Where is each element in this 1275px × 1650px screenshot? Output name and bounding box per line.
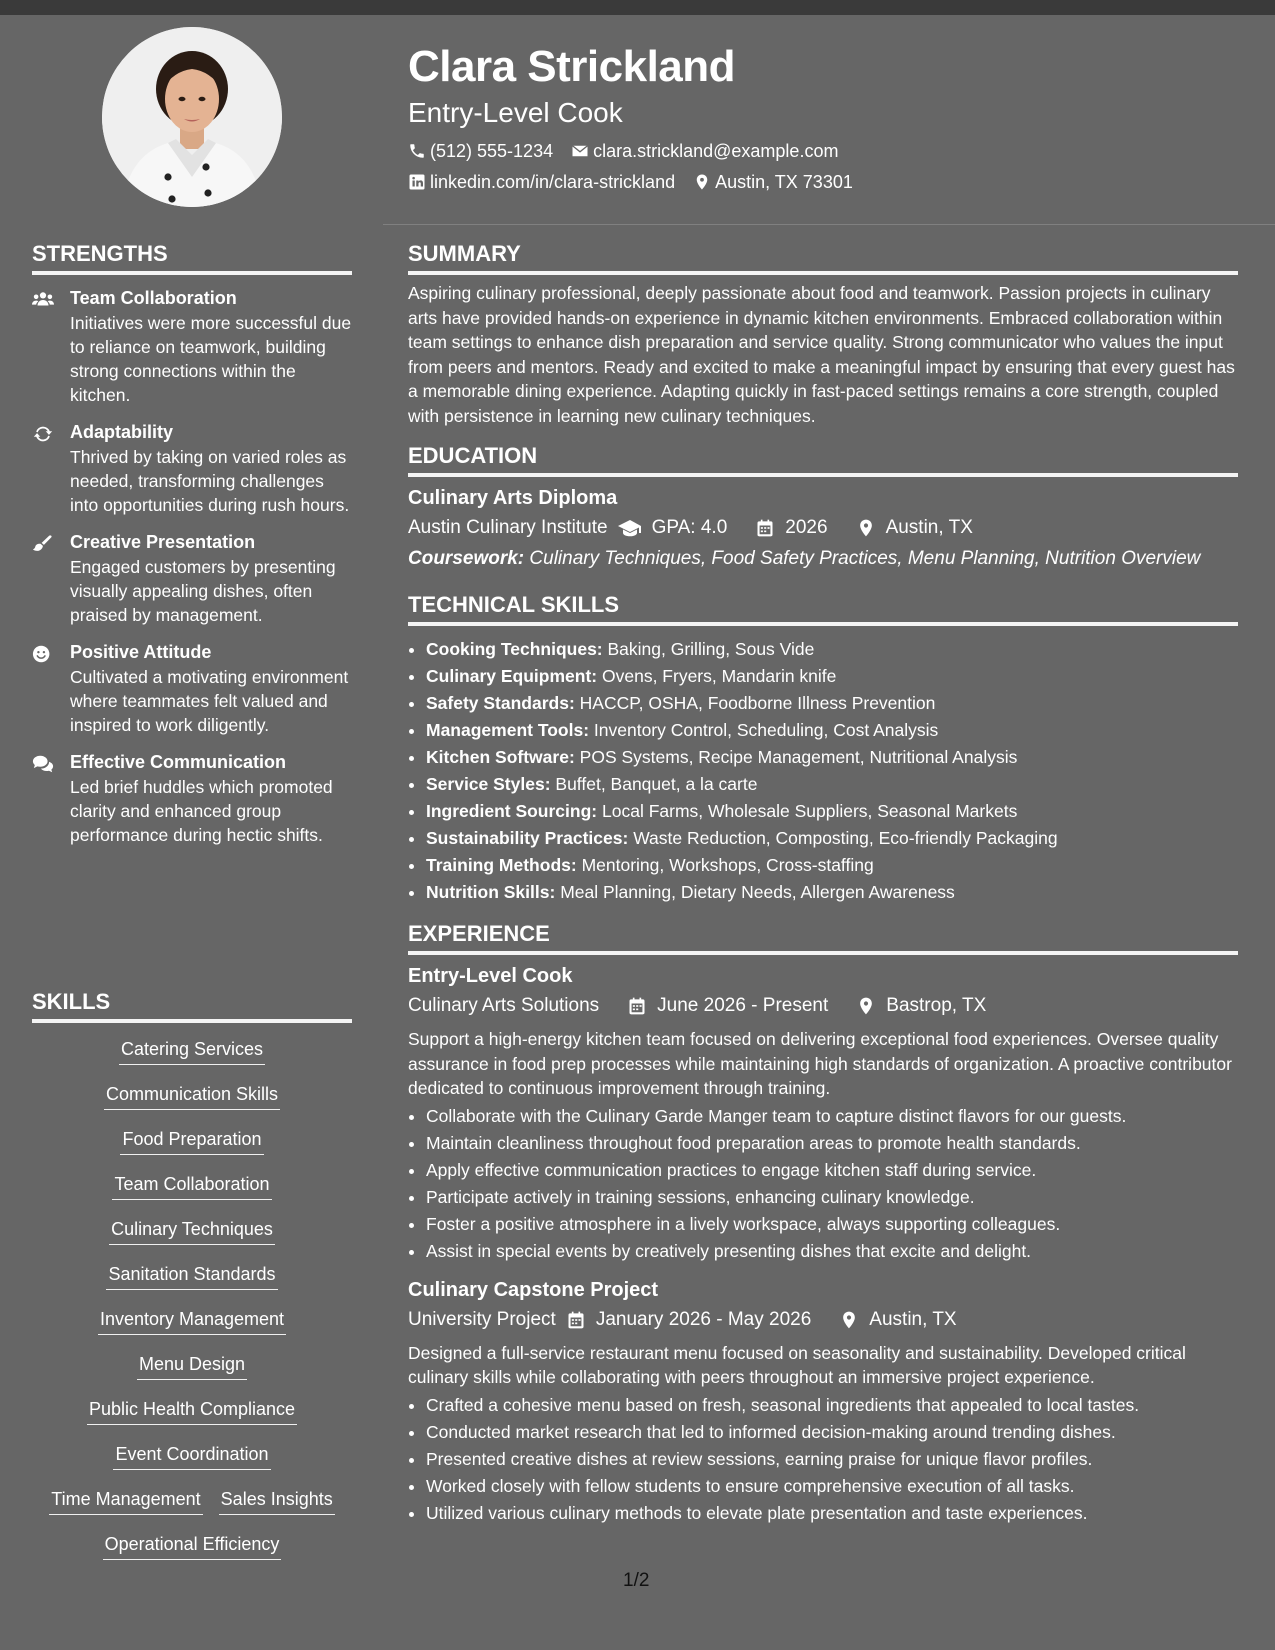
list-item: • Collaborate with the Culinary Garde Manger team to capture distinct flavors for our guests.: [426, 1103, 1238, 1130]
strength-title: Team Collaboration: [70, 288, 237, 308]
strength-desc: Cultivated a motivating environment where teammates felt valued and inspired to work diligently.: [70, 667, 349, 735]
gpa-text: GPA: 4.0: [651, 517, 728, 538]
calendar-icon: [627, 996, 647, 1016]
strength-title: Effective Communication: [70, 752, 287, 772]
phone-contact[interactable]: [408, 140, 553, 162]
list-item: • Foster a positive atmosphere in a lively workspace, always supporting colleagues.: [426, 1211, 1238, 1238]
strength-item: [32, 421, 352, 517]
candidate-role: Entry-Level Cook: [408, 97, 623, 128]
technical-skills-list: [408, 636, 1238, 906]
education-meta: [408, 515, 1238, 541]
chef-portrait-icon: [102, 27, 282, 207]
summary-rule: [408, 271, 1238, 275]
list-item: • Crafted a cohesive menu based on fresh, seasonal ingredients that appealed to local tastes.: [426, 1392, 1238, 1419]
strength-title: Positive Attitude: [70, 642, 212, 662]
calendar-icon: [755, 518, 775, 538]
top-bar: [0, 0, 1275, 15]
education-year: 2026: [785, 517, 828, 538]
skill-tag: Event Coordination: [113, 1442, 270, 1470]
list-item: • Training Methods: Mentoring, Workshops, Cross-staffing: [426, 852, 1238, 879]
smile-icon: [32, 644, 54, 664]
skill-tag: Public Health Compliance: [87, 1397, 297, 1425]
experience-title: EXPERIENCE: [408, 921, 550, 946]
skill-tag: Culinary Techniques: [109, 1217, 275, 1245]
job-meta: [408, 993, 1238, 1019]
location-contact: [693, 171, 853, 193]
skill-tag-list: [32, 1037, 352, 1577]
strength-desc: Led brief huddles which promoted clarity and enhanced group performance during hectic shifts.: [70, 777, 333, 845]
summary-title: SUMMARY: [408, 241, 521, 266]
school-name: Austin Culinary Institute: [408, 517, 608, 538]
list-item: • Sustainability Practices: Waste Reduction, Composting, Eco-friendly Packaging: [426, 825, 1238, 852]
list-item: • Kitchen Software: POS Systems, Recipe Management, Nutritional Analysis: [426, 744, 1238, 771]
list-item: • Maintain cleanliness throughout food preparation areas to promote health standards.: [426, 1130, 1238, 1157]
skills-section: [32, 988, 352, 1577]
list-item: • Participate actively in training sessions, enhancing culinary knowledge.: [426, 1184, 1238, 1211]
job-description: Designed a full-service restaurant menu focused on seasonality and sustainability. Developed critical culinary skills while collaborating with peers throughout an immersive project experience.: [408, 1342, 1186, 1387]
summary-text: Aspiring culinary professional, deeply passionate about food and teamwork. Passion projects in culinary arts have provided hands-on experience in dynamic kitchen environments. Embraced collaboration within team settings to enhance dish preparation and service quality. Strong communicator who values the input from peers and mentors. Ready and excited to make a meaningful impact by ensuring that every guest has a memorable dining experience. Adapting quickly in fast-paced settings remains a core strength, coupled with persistence in learning new culinary techniques.: [408, 283, 1235, 426]
job-bullets: [408, 1103, 1238, 1265]
location-text: Austin, TX 73301: [715, 172, 853, 192]
contact-row-2: [408, 171, 1238, 193]
coursework-list: Culinary Techniques, Food Safety Practices, Menu Planning, Nutrition Overview: [529, 548, 1201, 569]
strength-item: [32, 641, 352, 737]
phone-icon: [408, 142, 426, 160]
strengths-rule: [32, 271, 352, 275]
strength-desc: Thrived by taking on varied roles as needed, transforming challenges into opportunities during rush hours.: [70, 447, 350, 515]
list-item: • Nutrition Skills: Meal Planning, Dietary Needs, Allergen Awareness: [426, 879, 1238, 906]
linkedin-text: linkedin.com/in/clara-strickland: [430, 172, 676, 192]
technical-skills-rule: [408, 622, 1238, 626]
job-location: Austin, TX: [869, 1308, 957, 1330]
job-title: Entry-Level Cook: [408, 965, 573, 987]
list-item: • Worked closely with fellow students to ensure comprehensive execution of all tasks.: [426, 1473, 1238, 1500]
coursework-label: Coursework:: [408, 548, 525, 569]
calendar-icon: [566, 1310, 586, 1330]
candidate-name: Clara Strickland: [408, 42, 736, 91]
list-item: • Assist in special events by creatively presenting dishes that excite and delight.: [426, 1238, 1238, 1265]
strength-desc: Initiatives were more successful due to reliance on teamwork, building strong connections within the kitchen.: [70, 313, 352, 405]
skills-title: SKILLS: [32, 989, 111, 1014]
list-item: • Management Tools: Inventory Control, Scheduling, Cost Analysis: [426, 717, 1238, 744]
main-column: [408, 240, 1238, 1527]
list-item: • Cooking Techniques: Baking, Grilling, Sous Vide: [426, 636, 1238, 663]
skill-tag: Menu Design: [137, 1352, 247, 1380]
strengths-title: STRENGTHS: [32, 241, 168, 266]
phone-text: (512) 555-1234: [430, 141, 554, 161]
job-org: University Project: [408, 1308, 556, 1330]
job-description: Support a high-energy kitchen team focused on delivering exceptional food experiences. Oversee quality assurance in food prep processes while maintaining high standards of organization. A proactive contributor dedicated to continuous improvement through training.: [408, 1029, 1232, 1098]
comments-icon: [32, 754, 54, 774]
linkedin-contact[interactable]: [408, 171, 675, 193]
header: [408, 40, 1238, 193]
skill-tag: Operational Efficiency: [103, 1532, 282, 1560]
contact-row-1: [408, 140, 1238, 162]
strength-item: [32, 287, 352, 407]
page-number: 1/2: [623, 1570, 650, 1591]
strength-item: [32, 751, 352, 847]
brush-icon: [32, 534, 54, 554]
strength-title: Adaptability: [70, 422, 174, 442]
skill-tag: Inventory Management: [98, 1307, 286, 1335]
map-pin-icon: [839, 1310, 859, 1330]
job-meta: [408, 1307, 1238, 1333]
strength-title: Creative Presentation: [70, 532, 256, 552]
map-pin-icon: [693, 173, 711, 191]
skill-tag: Catering Services: [119, 1037, 265, 1065]
job-dates: January 2026 - May 2026: [595, 1308, 812, 1330]
coursework: [408, 547, 1238, 571]
list-item: • Service Styles: Buffet, Banquet, a la carte: [426, 771, 1238, 798]
job-org: Culinary Arts Solutions: [408, 995, 600, 1016]
map-pin-icon: [856, 518, 876, 538]
users-icon: [32, 290, 54, 310]
strengths-section: [32, 240, 352, 847]
list-item: • Ingredient Sourcing: Local Farms, Wholesale Suppliers, Seasonal Markets: [426, 798, 1238, 825]
job-bullets: [408, 1392, 1238, 1527]
skill-tag: Sanitation Standards: [106, 1262, 277, 1290]
linkedin-icon: [408, 173, 426, 191]
refresh-icon: [32, 424, 54, 444]
skill-tag: Time Management: [49, 1487, 202, 1515]
list-item: • Apply effective communication practices to engage kitchen staff during service.: [426, 1157, 1238, 1184]
skill-tag: Team Collaboration: [112, 1172, 271, 1200]
education-location: Austin, TX: [885, 517, 973, 538]
technical-skills-title: TECHNICAL SKILLS: [408, 592, 620, 617]
education-title: EDUCATION: [408, 443, 538, 468]
header-divider: [383, 224, 1275, 225]
list-item: • Utilized various culinary methods to elevate plate presentation and taste experiences.: [426, 1500, 1238, 1527]
skills-rule: [32, 1019, 352, 1023]
email-text: clara.strickland@example.com: [593, 141, 839, 161]
map-pin-icon: [856, 996, 876, 1016]
education-rule: [408, 473, 1238, 477]
skill-tag: Sales Insights: [219, 1487, 335, 1515]
degree-title: Culinary Arts Diploma: [408, 487, 618, 509]
graduation-cap-icon: [618, 518, 642, 538]
experience-rule: [408, 951, 1238, 955]
profile-photo: [102, 27, 282, 207]
skill-tag: Communication Skills: [104, 1082, 280, 1110]
strength-item: [32, 531, 352, 627]
job-dates: June 2026 - Present: [657, 995, 829, 1016]
list-item: • Presented creative dishes at review sessions, earning praise for unique flavor profiles.: [426, 1446, 1238, 1473]
job-title: Culinary Capstone Project: [408, 1278, 659, 1301]
email-contact[interactable]: [571, 140, 838, 162]
list-item: • Culinary Equipment: Ovens, Fryers, Mandarin knife: [426, 663, 1238, 690]
list-item: • Conducted market research that led to informed decision-making around trending dishes.: [426, 1419, 1238, 1446]
list-item: • Safety Standards: HACCP, OSHA, Foodborne Illness Prevention: [426, 690, 1238, 717]
skill-tag: Food Preparation: [120, 1127, 263, 1155]
strength-desc: Engaged customers by presenting visually appealing dishes, often praised by management.: [70, 557, 336, 625]
job-location: Bastrop, TX: [886, 995, 987, 1016]
envelope-icon: [571, 142, 589, 160]
